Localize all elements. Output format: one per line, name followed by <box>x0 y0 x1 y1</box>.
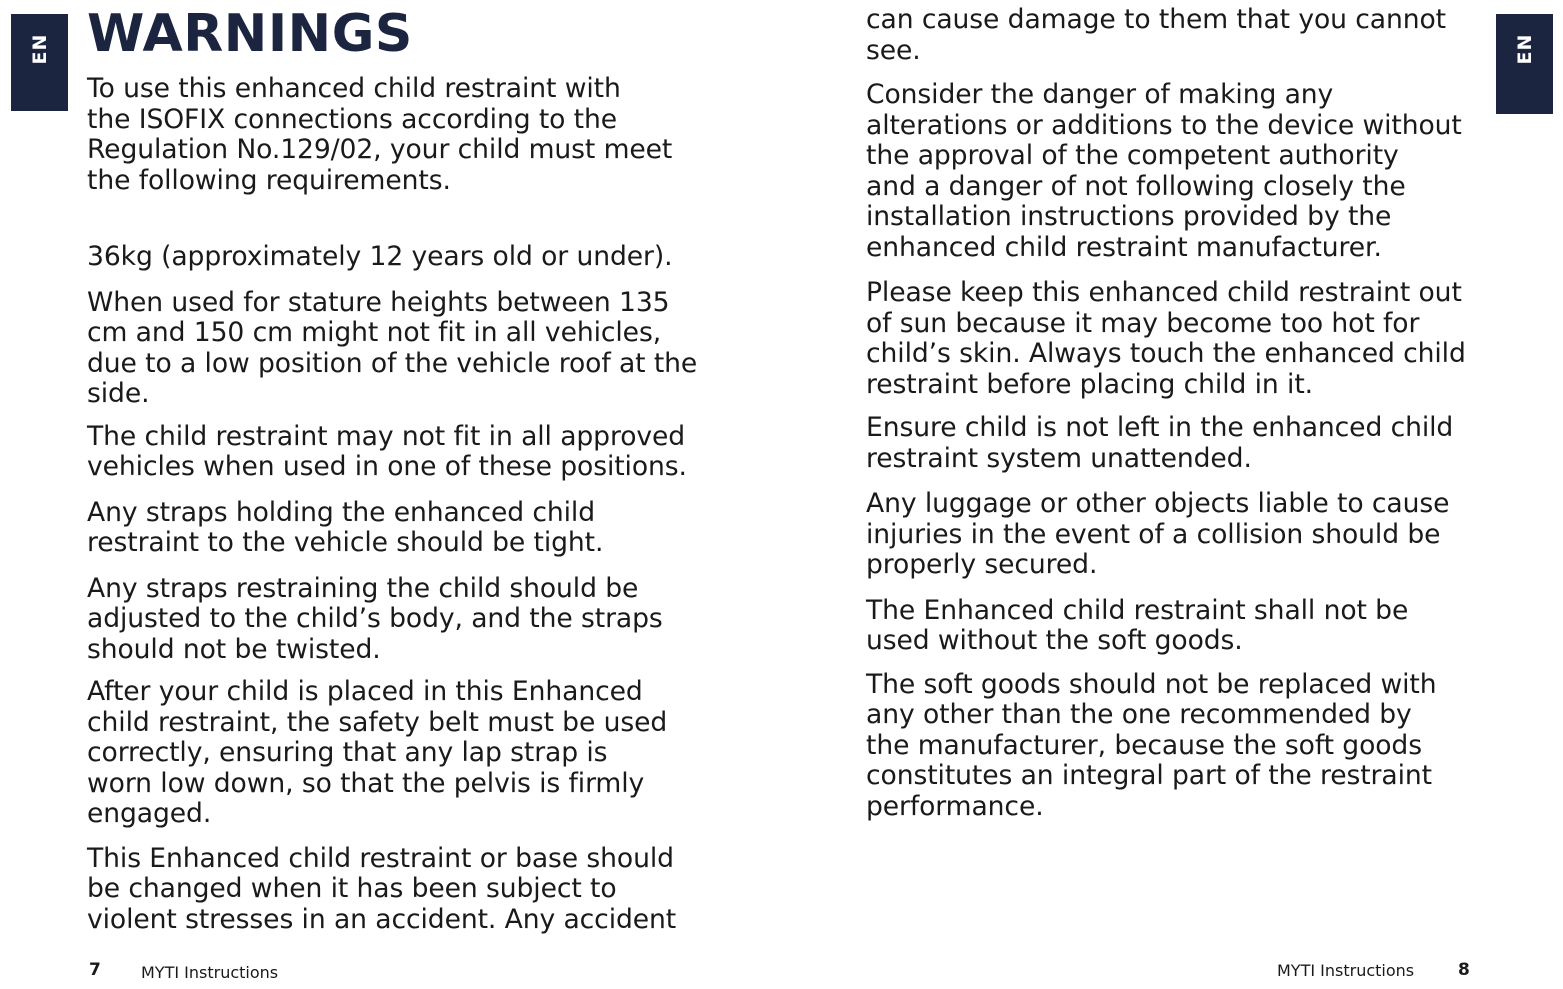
page-title: WARNINGS <box>87 4 413 64</box>
paragraph-soft-goods-replacement: The soft goods should not be replaced with any other than the one recommended by the manufacturer, because the soft goods constitutes an integral part of the restraint performance. <box>866 668 1437 822</box>
paragraph-safety-belt: After your child is placed in this Enhanced child restraint, the safety belt must be used correctly, ensuring that any lap strap is worn low down, so that the pelvis is firmly engaged. <box>87 676 668 829</box>
paragraph-soft-goods: The Enhanced child restraint shall not be used without the soft goods. <box>866 594 1409 656</box>
paragraph-stature: When used for stature heights between 135 cm and 150 cm might not fit in all vehicles, due to a low position of the vehicle roof at the side. <box>87 286 698 409</box>
paragraph-fit: The child restraint may not fit in all approved vehicles when used in one of these positions. <box>87 420 687 482</box>
language-tab-left-label: EN <box>28 33 51 65</box>
left-column <box>87 74 727 935</box>
language-tab-left <box>11 14 68 111</box>
right-column <box>866 5 1486 822</box>
language-tab-right-label: EN <box>1513 33 1536 65</box>
paragraph-requirements: To use this enhanced child restraint with the ISOFIX connections according to the Regulation No.129/02, your child must meet the following requirements. <box>87 73 673 196</box>
paragraph-sun: Please keep this enhanced child restraint out of sun because it may become too hot for child’s skin. Always touch the enhanced child restraint before placing child in it. <box>866 277 1466 400</box>
paragraph-weight: 36kg (approximately 12 years old or under). <box>87 241 673 272</box>
page-number-right: 8 <box>1458 960 1470 980</box>
paragraph-straps-tight: Any straps holding the enhanced child restraint to the vehicle should be tight. <box>87 496 604 558</box>
paragraph-damage: can cause damage to them that you cannot see. <box>866 4 1446 66</box>
footer-label-left: MYTI Instructions <box>141 963 279 982</box>
page-number-left: 7 <box>89 960 101 980</box>
language-tab-right <box>1496 14 1553 114</box>
paragraph-accident: This Enhanced child restraint or base should be changed when it has been subject to violent stresses in an accident. Any accident <box>87 842 677 935</box>
paragraph-alterations: Consider the danger of making any alterations or additions to the device without the approval of the competent authority and a danger of not following closely the installation instructions provided by the enhanced child restraint manufacturer. <box>866 79 1462 263</box>
paragraph-straps-adjusted: Any straps restraining the child should be adjusted to the child’s body, and the straps should not be twisted. <box>87 572 663 665</box>
footer-label-right: MYTI Instructions <box>1277 961 1415 980</box>
paragraph-unattended: Ensure child is not left in the enhanced child restraint system unattended. <box>866 412 1454 474</box>
paragraph-luggage: Any luggage or other objects liable to cause injuries in the event of a collision should be properly secured. <box>866 488 1450 580</box>
